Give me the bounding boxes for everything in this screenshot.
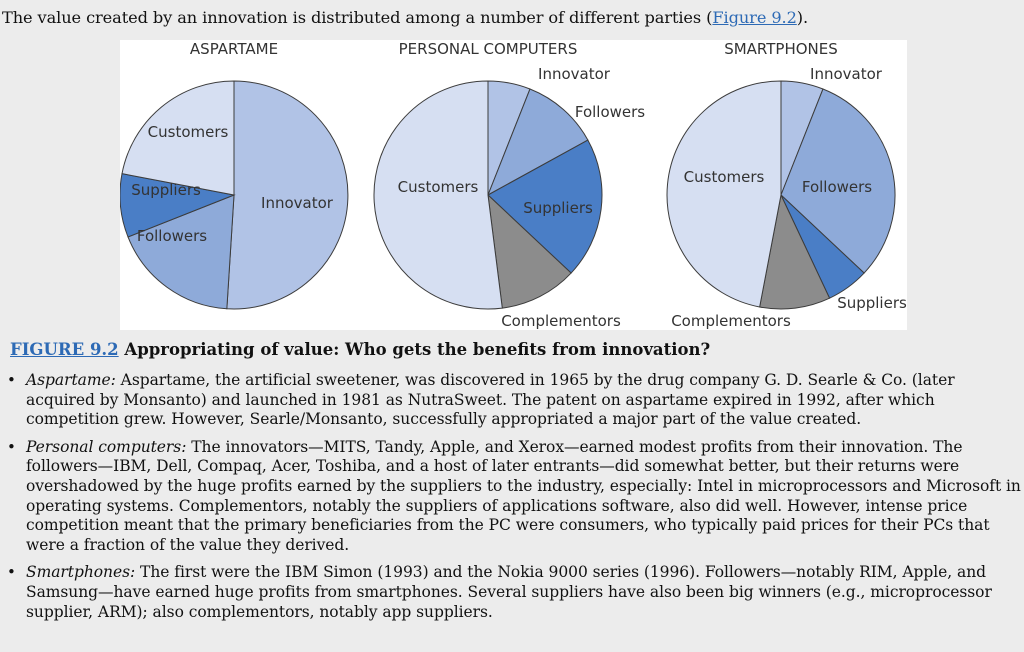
slice-label-innovator: Innovator <box>538 65 610 83</box>
intro-paragraph <box>2 8 808 27</box>
slice-label-followers: Followers <box>574 103 646 121</box>
slice-label-suppliers: Suppliers <box>523 199 593 217</box>
slice-customers <box>667 81 781 307</box>
bullet-smartphones <box>0 563 1024 622</box>
bullet-text: The first were the IBM Simon (1993) and the Nokia 9000 series (1996). Followers—notably RIM, Apple, and Samsung—have earned huge profits from smartphones. Several suppliers have also been big winners (e.g., microprocessor supplier, ARM); also complementors, notably app suppliers. <box>26 563 992 621</box>
caption-figure-link[interactable]: FIGURE 9.2 <box>10 340 119 359</box>
slice-label-innovator: Innovator <box>261 194 333 212</box>
bullet-list <box>0 371 1024 630</box>
pie-title: SMARTPHONES <box>724 40 838 58</box>
pie-charts <box>120 40 907 330</box>
bullet-term: Personal computers: <box>26 437 187 456</box>
bullet-text: The innovators—MITS, Tandy, Apple, and Xerox—earned modest profits from their innovation. The followers—IBM, Dell, Compaq, Acer, Toshiba, and a host of later entrants—did somewhat better, but their returns were overshadowed by the huge profits earned by the suppliers to the industry, especially: Intel in microprocessors and Microsoft in operating systems. Complementors, notably the suppliers of applications software, also did well. However, intense price competition meant that the primary beneficiaries from the PC were consumers, who typically paid prices for their PCs that were a fraction of the value they derived. <box>26 437 1021 554</box>
slice-label-followers: Followers <box>801 178 873 196</box>
intro-text-before: The value created by an innovation is distributed among a number of different parties ( <box>2 8 713 27</box>
bullet-personal-computers <box>0 438 1024 556</box>
slice-label-suppliers: Suppliers <box>837 294 907 312</box>
bullet-term: Smartphones: <box>26 563 136 582</box>
bullet-dot-icon: • <box>7 437 16 456</box>
caption-text: Appropriating of value: Who gets the benefits from innovation? <box>118 340 711 359</box>
slice-label-followers: Followers <box>136 227 208 245</box>
slice-label-customers: Customers <box>397 178 479 196</box>
pie-personal-computers <box>374 40 645 330</box>
slice-label-innovator: Innovator <box>810 65 882 83</box>
pie-smartphones <box>667 40 907 330</box>
pie-title: ASPARTAME <box>189 40 279 58</box>
bullet-dot-icon: • <box>7 563 16 582</box>
figure-caption <box>10 340 710 359</box>
figure-link[interactable]: Figure 9.2 <box>712 8 797 27</box>
bullet-text: Aspartame, the artificial sweetener, was discovered in 1965 by the drug company G. D. Searle & Co. (later acquired by Monsanto) and launched in 1981 as NutraSweet. The patent on aspartame expired in 1992, after which competition grew. However, Searle/Monsanto, successfully appropriated a major part of the value created. <box>26 371 955 429</box>
pie-aspartame <box>120 40 348 309</box>
figure-9-2 <box>120 40 907 330</box>
slice-label-customers: Customers <box>683 168 765 186</box>
bullet-term: Aspartame: <box>26 371 116 389</box>
slice-label-complementors: Complementors <box>671 312 791 330</box>
intro-text-after: ). <box>796 8 809 27</box>
slice-label-suppliers: Suppliers <box>131 181 201 199</box>
bullet-aspartame <box>0 371 1024 430</box>
slice-label-complementors: Complementors <box>501 312 621 330</box>
pie-title: PERSONAL COMPUTERS <box>398 40 578 58</box>
slice-label-customers: Customers <box>147 123 229 141</box>
bullet-dot-icon: • <box>7 371 16 389</box>
